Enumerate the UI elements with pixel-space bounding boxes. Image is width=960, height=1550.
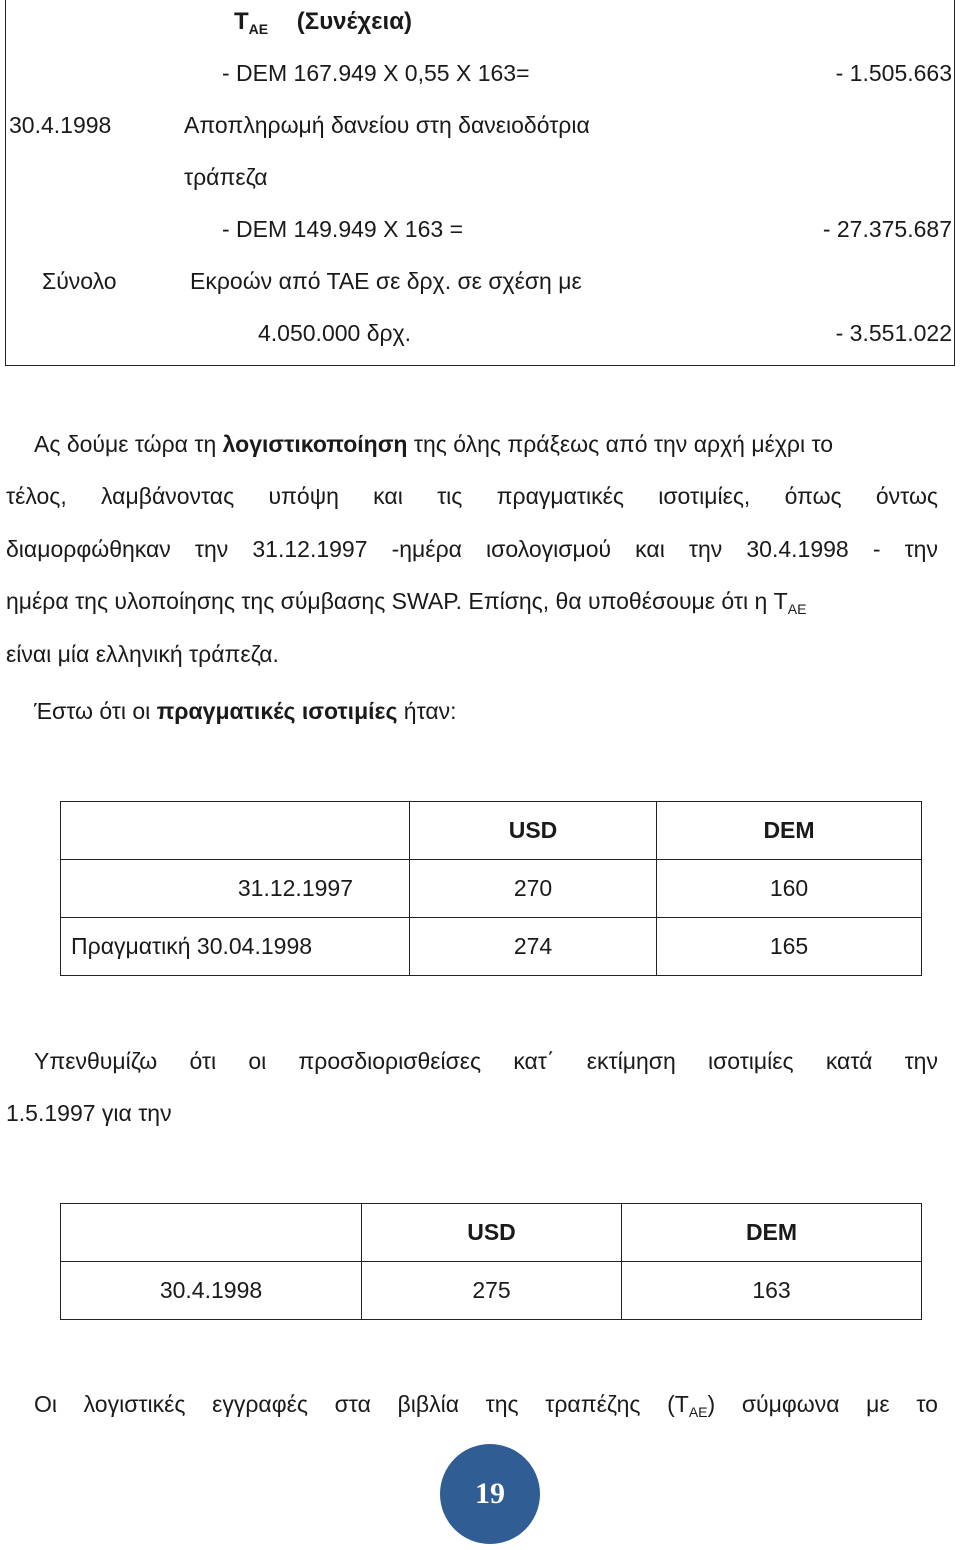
word: όπως (784, 483, 842, 509)
paragraph1-line5: είναι μία ελληνική τράπεζα. (6, 641, 279, 667)
word: εγγραφές (212, 1391, 308, 1417)
paragraph1-line1 (34, 433, 833, 456)
word: την (194, 536, 229, 562)
word: λαμβάνοντας (101, 483, 235, 509)
word-bank-abbrev (667, 1391, 716, 1420)
header-cell-usd: USD (410, 802, 657, 860)
paragraph2-line1 (34, 1050, 938, 1073)
dem-cell: 165 (657, 918, 922, 976)
page-number: 19 (475, 1477, 505, 1510)
word: ισοτιμίες, (658, 483, 751, 509)
paragraph3-line1 (34, 1391, 938, 1420)
paragraph1-line4 (6, 588, 807, 617)
bold-term: πραγματικές ισοτιμίες (156, 698, 398, 724)
row1-value: - 1.505.663 (835, 60, 952, 86)
word: την (688, 536, 723, 562)
word: Υπενθυμίζω (34, 1048, 158, 1074)
actual-rates-table (60, 801, 922, 976)
word: όντως (875, 483, 938, 509)
word: κατά (825, 1048, 873, 1074)
header-cell (61, 1204, 362, 1262)
word: λογιστικές (83, 1391, 186, 1417)
row1-description: - DEM 167.949 X 0,55 X 163= (222, 60, 530, 86)
text-run: (T (667, 1391, 689, 1417)
dem-cell: 163 (622, 1262, 922, 1320)
total-description-line2: 4.050.000 δρχ. (258, 320, 412, 346)
usd-cell: 275 (362, 1262, 622, 1320)
word: - (872, 536, 881, 562)
total-label: Σύνολο (42, 268, 117, 294)
word: κατ΄ (513, 1048, 555, 1074)
word: και (635, 536, 665, 562)
row3-value: - 27.375.687 (822, 216, 952, 242)
estimated-rates-table (60, 1203, 922, 1320)
word: διαμορφώθηκαν (6, 536, 171, 562)
paragraph1-line2 (6, 485, 938, 508)
word: υπόψη (268, 483, 339, 509)
page-number-badge (440, 1444, 540, 1544)
cash-flow-table (5, 0, 955, 366)
word: ισολογισμού (486, 536, 612, 562)
total-value: - 3.551.022 (835, 320, 952, 346)
word: πραγματικές (496, 483, 624, 509)
word: της (485, 1391, 519, 1417)
word: εκτίμηση (586, 1048, 676, 1074)
text-run: ημέρα της υλοποίησης της σύμβασης SWAP. Επίσης, θα υποθέσουμε ότι η T (6, 588, 788, 614)
word: την (904, 536, 938, 562)
word: στα (334, 1391, 371, 1417)
usd-cell: 270 (410, 860, 657, 918)
table-header-row (61, 802, 922, 860)
word: σύμφωνα (741, 1391, 840, 1417)
word: ότι (189, 1048, 217, 1074)
word: το (916, 1391, 938, 1417)
row-label: 31.12.1997 (61, 860, 410, 918)
word: τραπέζης (545, 1391, 641, 1417)
text-run: της όλης πράξεως από την αρχή μέχρι το (407, 431, 834, 457)
table-header-row (61, 1204, 922, 1262)
subscript: AE (688, 1404, 708, 1420)
word: την (904, 1048, 938, 1074)
word: τέλος, (6, 483, 67, 509)
word: -ημέρα (391, 536, 462, 562)
row3-description: - DEM 149.949 X 163 = (222, 216, 464, 242)
word: οι (248, 1048, 267, 1074)
header-cell (61, 802, 410, 860)
table-heading (234, 8, 412, 37)
paragraph1-line3 (6, 538, 938, 561)
word: και (373, 483, 403, 509)
text-run: Ας δούμε τώρα τη (34, 431, 223, 457)
text-run: ήταν: (397, 698, 457, 724)
table-row (61, 1262, 922, 1320)
subscript: AE (787, 601, 807, 617)
bold-term: λογιστικοποίηση (222, 431, 408, 457)
row2-date: 30.4.1998 (9, 112, 112, 138)
word: προσδιορισθείσες (298, 1048, 482, 1074)
header-cell-dem: DEM (622, 1204, 922, 1262)
word: τις (437, 483, 463, 509)
word: 31.12.1997 (252, 536, 368, 562)
usd-cell: 274 (410, 918, 657, 976)
total-description-line1: Εκροών από ΤΑΕ σε δρχ. σε σχέση με (190, 268, 582, 294)
paragraph1-line6 (34, 700, 457, 723)
word: 30.4.1998 (746, 536, 849, 562)
header-cell-usd: USD (362, 1204, 622, 1262)
heading-continuation: (Συνέχεια) (296, 8, 412, 35)
word: με (866, 1391, 890, 1417)
table-row (61, 918, 922, 976)
heading-letter: T (234, 8, 249, 35)
word: βιβλία (397, 1391, 459, 1417)
header-cell-dem: DEM (657, 802, 922, 860)
text-run: Έστω ότι οι (34, 698, 157, 724)
word: Οι (34, 1391, 57, 1417)
row-label: 30.4.1998 (61, 1262, 362, 1320)
table-row (61, 860, 922, 918)
text-run: ) (707, 1391, 716, 1417)
word: ισοτιμίες (707, 1048, 794, 1074)
paragraph2-line2: 1.5.1997 για την (6, 1100, 172, 1126)
row-label: Πραγματική 30.04.1998 (61, 918, 410, 976)
row2-description-line1: Αποπληρωμή δανείου στη δανειοδότρια (184, 112, 590, 138)
heading-subscript: AE (248, 21, 269, 37)
dem-cell: 160 (657, 860, 922, 918)
row2-description-line2: τράπεζα (184, 164, 268, 190)
